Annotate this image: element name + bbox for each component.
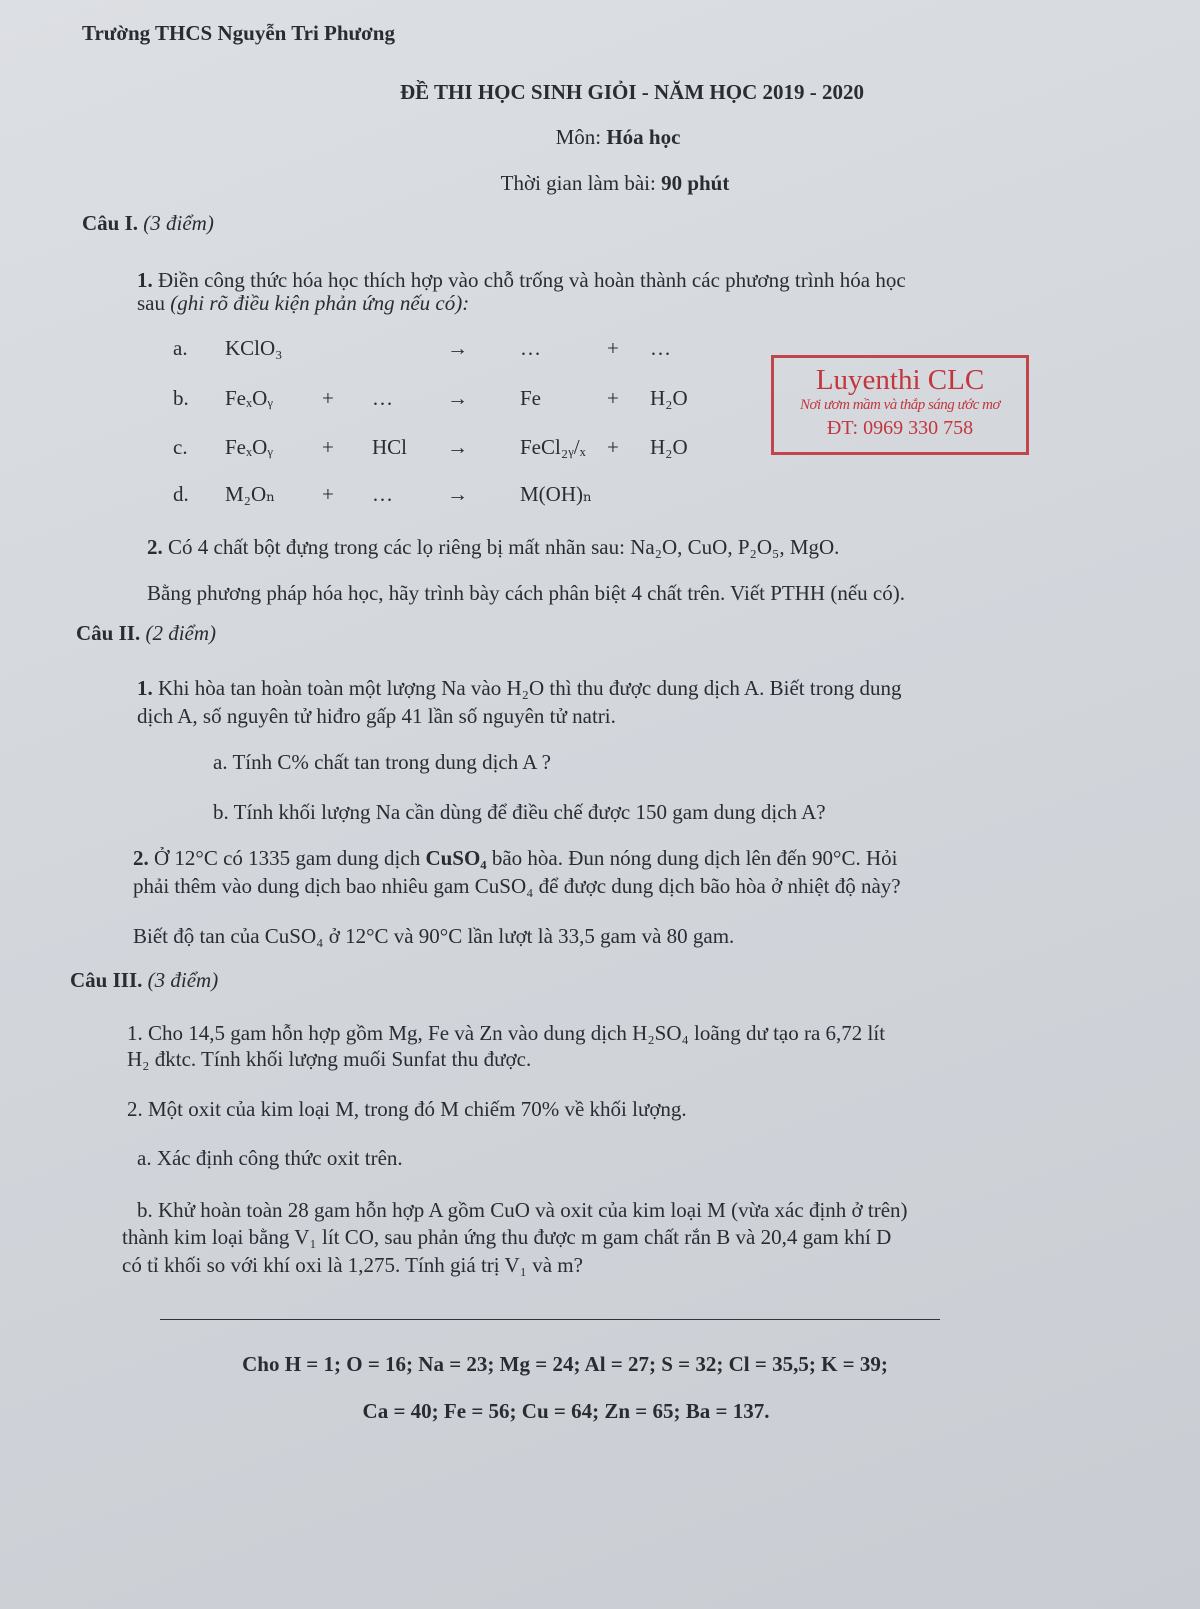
q3-b-line2: thành kim loại bằng V₁ lít CO, sau phản ứng thu được m gam chất rắn B và 20,4 gam khí D xyxy=(122,1225,892,1249)
q1-heading xyxy=(82,210,214,236)
q1-title: Câu I. xyxy=(82,211,139,235)
divider xyxy=(160,1319,940,1320)
atomic-masses-line1: Cho H = 1; O = 16; Na = 23; Mg = 24; Al = 27; S = 32; Cl = 35,5; K = 39; xyxy=(242,1352,888,1376)
equation-r1: FeₓOᵧ xyxy=(225,435,273,459)
equation-p2: H₂O xyxy=(650,386,688,410)
stamp-name: Luyenthi CLC xyxy=(815,364,985,396)
q2-heading xyxy=(76,620,216,646)
equation-p1: … xyxy=(520,336,541,360)
q1-p2-text: Có 4 chất bột đựng trong các lọ riêng bị mất nhãn sau: Na₂O, CuO, P₂O₅, MgO. xyxy=(162,535,840,559)
equation-arrow: → xyxy=(447,386,468,410)
q2-p1-line2: dịch A, số nguyên tử hiđro gấp 41 lần số nguyên tử natri. xyxy=(137,704,616,728)
q1-p2 xyxy=(147,534,839,560)
subject: Hóa học xyxy=(606,125,681,149)
equation-label: d. xyxy=(173,482,189,506)
q1-p1-text: Điền công thức hóa học thích hợp vào chỗ trống và hoàn thành các phương trình hóa học xyxy=(152,268,906,292)
equation-label: c. xyxy=(173,435,188,459)
equation-p1: M(OH)ₙ xyxy=(520,482,593,506)
equation-r2: HCl xyxy=(372,435,408,459)
q2-a: a. Tính C% chất tan trong dung dịch A ? xyxy=(213,750,551,774)
stamp xyxy=(771,355,1029,455)
equation-r1: M₂Oₙ xyxy=(225,482,276,506)
equation-arrow: → xyxy=(447,435,468,459)
equation-r2: … xyxy=(372,386,393,410)
equation-plus1: + xyxy=(322,482,334,506)
q1-p1-line2 xyxy=(137,290,469,316)
q2-p1-text: Khi hòa tan hoàn toàn một lượng Na vào H₂O thì thu được dung dịch A. Biết trong dung xyxy=(152,676,902,700)
q2-points: (2 điểm) xyxy=(145,621,217,645)
subject-line xyxy=(556,124,681,150)
q2-p2 xyxy=(133,845,897,871)
q3-b-line3: có tỉ khối so với khí oxi là 1,275. Tính giá trị V₁ và m? xyxy=(122,1253,583,1277)
q1-p1-line2a: sau xyxy=(137,291,171,315)
q3-p2: 2. Một oxit của kim loại M, trong đó M chiếm 70% về khối lượng. xyxy=(127,1097,687,1121)
stamp-phone: ĐT: 0969 330 758 xyxy=(826,417,974,439)
q1-p1-num: 1. xyxy=(137,268,153,292)
q2-b: b. Tính khối lượng Na cần dùng để điều chế được 150 gam dung dịch A? xyxy=(213,800,826,824)
q3-b: b. Khử hoàn toàn 28 gam hỗn hợp A gồm CuO và oxit của kim loại M (vừa xác định ở trên) xyxy=(137,1198,908,1222)
q2-p2-num: 2. xyxy=(133,846,149,870)
stamp-slogan: Nơi ươm mầm và thắp sáng ước mơ xyxy=(800,397,1000,413)
q1-p2-num: 2. xyxy=(147,535,163,559)
time-line xyxy=(501,170,730,196)
q3-p1-line2: H₂ đktc. Tính khối lượng muối Sunfat thu được. xyxy=(127,1047,532,1071)
equation-r1: KClO₃ xyxy=(225,336,283,360)
equation-label: a. xyxy=(173,336,188,360)
q3-a: a. Xác định công thức oxit trên. xyxy=(137,1146,403,1170)
school-name: Trường THCS Nguyễn Tri Phương xyxy=(82,21,395,45)
q1-p2-line2: Bằng phương pháp hóa học, hãy trình bày cách phân biệt 4 chất trên. Viết PTHH (nếu có). xyxy=(147,581,905,605)
q2-title: Câu II. xyxy=(76,621,141,645)
equation-plus2: + xyxy=(607,336,619,360)
exam-title: ĐỀ THI HỌC SINH GIỎI - NĂM HỌC 2019 - 2020 xyxy=(400,80,864,104)
q2-p2-a: Ở 12°C có 1335 gam dung dịch xyxy=(148,846,426,870)
equation-plus2: + xyxy=(607,435,619,459)
q2-p2-line2: phải thêm vào dung dịch bao nhiêu gam CuSO₄ để được dung dịch bão hòa ở nhiệt độ này? xyxy=(133,874,901,898)
q3-heading xyxy=(70,967,218,993)
atomic-masses-line2: Ca = 40; Fe = 56; Cu = 64; Zn = 65; Ba = 137. xyxy=(362,1399,770,1423)
equation-plus1: + xyxy=(322,386,334,410)
equation-p2: H₂O xyxy=(650,435,688,459)
equation-p2: … xyxy=(650,336,671,360)
q2-p2-line3: Biết độ tan của CuSO₄ ở 12°C và 90°C lần lượt là 33,5 gam và 80 gam. xyxy=(133,924,735,948)
q3-title: Câu III. xyxy=(70,968,143,992)
time-label: Thời gian làm bài: xyxy=(500,171,662,195)
equation-p1: Fe xyxy=(520,386,541,410)
q2-p2-bold: CuSO₄ xyxy=(425,846,487,870)
time: 90 phút xyxy=(661,171,730,195)
equation-r1: FeₓOᵧ xyxy=(225,386,273,410)
q1-p1-line2b: (ghi rõ điều kiện phản ứng nếu có): xyxy=(170,291,470,315)
q2-p1-num: 1. xyxy=(137,676,153,700)
equation-arrow: → xyxy=(447,336,468,360)
q3-p1: 1. Cho 14,5 gam hỗn hợp gồm Mg, Fe và Zn vào dung dịch H₂SO₄ loãng dư tạo ra 6,72 lít xyxy=(127,1021,886,1045)
equation-p1: FeCl₂ᵧ/ₓ xyxy=(520,435,586,459)
q2-p2-b: bão hòa. Đun nóng dung dịch lên đến 90°C. Hỏi xyxy=(486,846,898,870)
equation-r2: … xyxy=(372,482,393,506)
q2-p1 xyxy=(137,675,901,701)
q1-points: (3 điểm) xyxy=(143,211,214,235)
q3-points: (3 điểm) xyxy=(147,968,219,992)
equation-label: b. xyxy=(173,386,189,410)
equation-plus2: + xyxy=(607,386,619,410)
equation-arrow: → xyxy=(447,482,468,506)
equation-plus1: + xyxy=(322,435,334,459)
subject-label: Môn: xyxy=(555,125,607,149)
